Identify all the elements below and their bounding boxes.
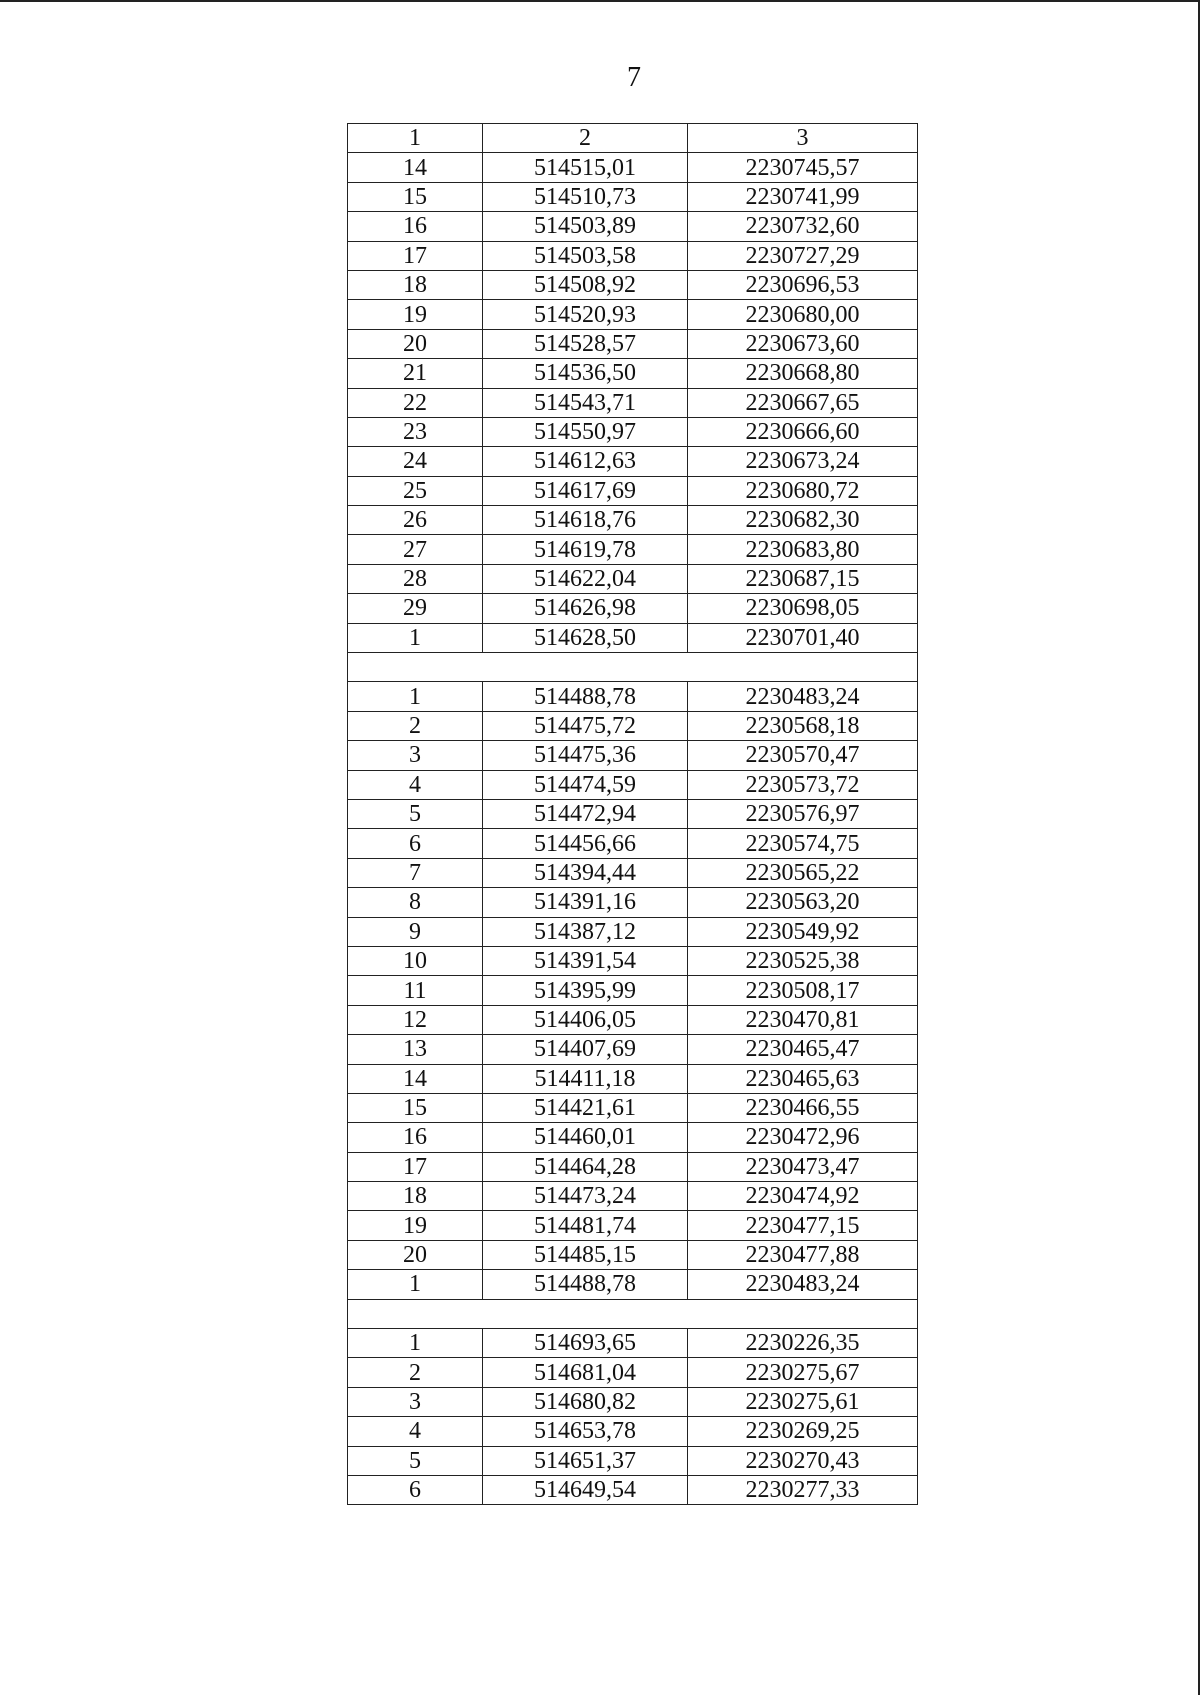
point-number-cell: 26 bbox=[348, 506, 483, 535]
x-coordinate-cell: 514653,78 bbox=[483, 1417, 688, 1446]
table-row bbox=[348, 594, 918, 623]
table-row bbox=[348, 506, 918, 535]
table-row bbox=[348, 241, 918, 270]
x-coordinate-cell: 514387,12 bbox=[483, 917, 688, 946]
y-coordinate-cell: 2230549,92 bbox=[688, 917, 918, 946]
table-row bbox=[348, 711, 918, 740]
point-number-cell: 28 bbox=[348, 564, 483, 593]
y-coordinate-cell: 2230226,35 bbox=[688, 1329, 918, 1358]
table-separator-row bbox=[348, 1299, 918, 1328]
page-number: 7 bbox=[627, 62, 641, 93]
x-coordinate-cell: 514391,54 bbox=[483, 946, 688, 975]
y-coordinate-cell: 2230668,80 bbox=[688, 359, 918, 388]
point-number-cell: 5 bbox=[348, 1446, 483, 1475]
x-coordinate-cell: 514391,16 bbox=[483, 888, 688, 917]
x-coordinate-cell: 514543,71 bbox=[483, 388, 688, 417]
x-coordinate-cell: 514515,01 bbox=[483, 153, 688, 182]
x-coordinate-cell: 514411,18 bbox=[483, 1064, 688, 1093]
x-coordinate-cell: 514651,37 bbox=[483, 1446, 688, 1475]
y-coordinate-cell: 2230277,33 bbox=[688, 1475, 918, 1504]
x-coordinate-cell: 514406,05 bbox=[483, 1005, 688, 1034]
x-coordinate-cell: 514488,78 bbox=[483, 682, 688, 711]
point-number-cell: 6 bbox=[348, 829, 483, 858]
y-coordinate-cell: 2230465,63 bbox=[688, 1064, 918, 1093]
y-coordinate-cell: 2230465,47 bbox=[688, 1035, 918, 1064]
table-row bbox=[348, 1270, 918, 1299]
table-row bbox=[348, 535, 918, 564]
y-coordinate-cell: 2230732,60 bbox=[688, 212, 918, 241]
separator-cell bbox=[348, 653, 918, 682]
point-number-cell: 25 bbox=[348, 476, 483, 505]
y-coordinate-cell: 2230745,57 bbox=[688, 153, 918, 182]
point-number-cell: 8 bbox=[348, 888, 483, 917]
y-coordinate-cell: 2230574,75 bbox=[688, 829, 918, 858]
y-coordinate-cell: 2230474,92 bbox=[688, 1182, 918, 1211]
y-coordinate-cell: 2230275,67 bbox=[688, 1358, 918, 1387]
y-coordinate-cell: 2230508,17 bbox=[688, 976, 918, 1005]
table-row bbox=[348, 946, 918, 975]
x-coordinate-cell: 514394,44 bbox=[483, 858, 688, 887]
y-coordinate-cell: 2230741,99 bbox=[688, 182, 918, 211]
point-number-cell: 2 bbox=[348, 1358, 483, 1387]
table-row bbox=[348, 682, 918, 711]
table-row bbox=[348, 153, 918, 182]
x-coordinate-cell: 514680,82 bbox=[483, 1387, 688, 1416]
table-row bbox=[348, 1475, 918, 1504]
y-coordinate-cell: 2230269,25 bbox=[688, 1417, 918, 1446]
x-coordinate-cell: 514528,57 bbox=[483, 329, 688, 358]
table-row bbox=[348, 1152, 918, 1181]
point-number-cell: 1 bbox=[348, 1270, 483, 1299]
y-coordinate-cell: 2230466,55 bbox=[688, 1093, 918, 1122]
y-coordinate-cell: 2230573,72 bbox=[688, 770, 918, 799]
point-number-cell: 9 bbox=[348, 917, 483, 946]
table-row bbox=[348, 212, 918, 241]
point-number-cell: 29 bbox=[348, 594, 483, 623]
x-coordinate-cell: 514550,97 bbox=[483, 417, 688, 446]
table-row bbox=[348, 799, 918, 828]
x-coordinate-cell: 514421,61 bbox=[483, 1093, 688, 1122]
point-number-cell: 15 bbox=[348, 1093, 483, 1122]
x-coordinate-cell: 514617,69 bbox=[483, 476, 688, 505]
x-coordinate-cell: 514475,36 bbox=[483, 741, 688, 770]
coordinates-table-body bbox=[348, 124, 918, 1505]
table-row bbox=[348, 888, 918, 917]
table-row bbox=[348, 770, 918, 799]
point-number-cell: 4 bbox=[348, 1417, 483, 1446]
point-number-cell: 1 bbox=[348, 682, 483, 711]
table-row bbox=[348, 1329, 918, 1358]
x-coordinate-cell: 514622,04 bbox=[483, 564, 688, 593]
table-row bbox=[348, 300, 918, 329]
x-coordinate-cell: 514395,99 bbox=[483, 976, 688, 1005]
table-header-row bbox=[348, 124, 918, 153]
x-coordinate-cell: 514472,94 bbox=[483, 799, 688, 828]
x-coordinate-cell: 514612,63 bbox=[483, 447, 688, 476]
table-row bbox=[348, 623, 918, 652]
y-coordinate-cell: 2230687,15 bbox=[688, 564, 918, 593]
header-cell-y: 3 bbox=[688, 124, 918, 153]
point-number-cell: 23 bbox=[348, 417, 483, 446]
table-row bbox=[348, 388, 918, 417]
page-edge-top bbox=[0, 0, 1200, 2]
x-coordinate-cell: 514536,50 bbox=[483, 359, 688, 388]
y-coordinate-cell: 2230673,60 bbox=[688, 329, 918, 358]
x-coordinate-cell: 514481,74 bbox=[483, 1211, 688, 1240]
y-coordinate-cell: 2230680,00 bbox=[688, 300, 918, 329]
point-number-cell: 1 bbox=[348, 623, 483, 652]
y-coordinate-cell: 2230698,05 bbox=[688, 594, 918, 623]
x-coordinate-cell: 514473,24 bbox=[483, 1182, 688, 1211]
point-number-cell: 16 bbox=[348, 1123, 483, 1152]
point-number-cell: 20 bbox=[348, 329, 483, 358]
table-separator-row bbox=[348, 653, 918, 682]
table-row bbox=[348, 329, 918, 358]
point-number-cell: 3 bbox=[348, 1387, 483, 1416]
table-row bbox=[348, 447, 918, 476]
table-row bbox=[348, 976, 918, 1005]
y-coordinate-cell: 2230570,47 bbox=[688, 741, 918, 770]
x-coordinate-cell: 514508,92 bbox=[483, 270, 688, 299]
point-number-cell: 22 bbox=[348, 388, 483, 417]
y-coordinate-cell: 2230576,97 bbox=[688, 799, 918, 828]
x-coordinate-cell: 514456,66 bbox=[483, 829, 688, 858]
point-number-cell: 14 bbox=[348, 153, 483, 182]
table-row bbox=[348, 1446, 918, 1475]
table-row bbox=[348, 1005, 918, 1034]
y-coordinate-cell: 2230696,53 bbox=[688, 270, 918, 299]
y-coordinate-cell: 2230682,30 bbox=[688, 506, 918, 535]
point-number-cell: 2 bbox=[348, 711, 483, 740]
point-number-cell: 7 bbox=[348, 858, 483, 887]
point-number-cell: 3 bbox=[348, 741, 483, 770]
y-coordinate-cell: 2230701,40 bbox=[688, 623, 918, 652]
x-coordinate-cell: 514618,76 bbox=[483, 506, 688, 535]
x-coordinate-cell: 514649,54 bbox=[483, 1475, 688, 1504]
x-coordinate-cell: 514619,78 bbox=[483, 535, 688, 564]
point-number-cell: 14 bbox=[348, 1064, 483, 1093]
table-row bbox=[348, 182, 918, 211]
point-number-cell: 19 bbox=[348, 1211, 483, 1240]
y-coordinate-cell: 2230683,80 bbox=[688, 535, 918, 564]
y-coordinate-cell: 2230666,60 bbox=[688, 417, 918, 446]
point-number-cell: 13 bbox=[348, 1035, 483, 1064]
point-number-cell: 15 bbox=[348, 182, 483, 211]
x-coordinate-cell: 514485,15 bbox=[483, 1240, 688, 1269]
y-coordinate-cell: 2230667,65 bbox=[688, 388, 918, 417]
separator-cell bbox=[348, 1299, 918, 1328]
point-number-cell: 17 bbox=[348, 1152, 483, 1181]
table-row bbox=[348, 1093, 918, 1122]
point-number-cell: 21 bbox=[348, 359, 483, 388]
y-coordinate-cell: 2230477,88 bbox=[688, 1240, 918, 1269]
x-coordinate-cell: 514693,65 bbox=[483, 1329, 688, 1358]
point-number-cell: 17 bbox=[348, 241, 483, 270]
x-coordinate-cell: 514474,59 bbox=[483, 770, 688, 799]
y-coordinate-cell: 2230680,72 bbox=[688, 476, 918, 505]
table-row bbox=[348, 564, 918, 593]
table-row bbox=[348, 829, 918, 858]
table-row bbox=[348, 1358, 918, 1387]
header-cell-point: 1 bbox=[348, 124, 483, 153]
x-coordinate-cell: 514460,01 bbox=[483, 1123, 688, 1152]
x-coordinate-cell: 514503,58 bbox=[483, 241, 688, 270]
point-number-cell: 19 bbox=[348, 300, 483, 329]
x-coordinate-cell: 514626,98 bbox=[483, 594, 688, 623]
y-coordinate-cell: 2230525,38 bbox=[688, 946, 918, 975]
point-number-cell: 10 bbox=[348, 946, 483, 975]
table-row bbox=[348, 1387, 918, 1416]
y-coordinate-cell: 2230483,24 bbox=[688, 682, 918, 711]
y-coordinate-cell: 2230483,24 bbox=[688, 1270, 918, 1299]
x-coordinate-cell: 514464,28 bbox=[483, 1152, 688, 1181]
coordinates-table bbox=[347, 123, 918, 1505]
point-number-cell: 16 bbox=[348, 212, 483, 241]
y-coordinate-cell: 2230473,47 bbox=[688, 1152, 918, 1181]
y-coordinate-cell: 2230568,18 bbox=[688, 711, 918, 740]
y-coordinate-cell: 2230270,43 bbox=[688, 1446, 918, 1475]
point-number-cell: 27 bbox=[348, 535, 483, 564]
table-row bbox=[348, 1123, 918, 1152]
point-number-cell: 20 bbox=[348, 1240, 483, 1269]
table-row bbox=[348, 417, 918, 446]
table-row bbox=[348, 1240, 918, 1269]
point-number-cell: 5 bbox=[348, 799, 483, 828]
table-row bbox=[348, 741, 918, 770]
table-row bbox=[348, 270, 918, 299]
point-number-cell: 18 bbox=[348, 1182, 483, 1211]
x-coordinate-cell: 514628,50 bbox=[483, 623, 688, 652]
x-coordinate-cell: 514475,72 bbox=[483, 711, 688, 740]
y-coordinate-cell: 2230563,20 bbox=[688, 888, 918, 917]
table-row bbox=[348, 359, 918, 388]
x-coordinate-cell: 514503,89 bbox=[483, 212, 688, 241]
point-number-cell: 4 bbox=[348, 770, 483, 799]
y-coordinate-cell: 2230565,22 bbox=[688, 858, 918, 887]
point-number-cell: 18 bbox=[348, 270, 483, 299]
x-coordinate-cell: 514681,04 bbox=[483, 1358, 688, 1387]
x-coordinate-cell: 514510,73 bbox=[483, 182, 688, 211]
header-cell-x: 2 bbox=[483, 124, 688, 153]
table-row bbox=[348, 917, 918, 946]
table-row bbox=[348, 1064, 918, 1093]
table-row bbox=[348, 1035, 918, 1064]
x-coordinate-cell: 514407,69 bbox=[483, 1035, 688, 1064]
table-row bbox=[348, 1182, 918, 1211]
table-row bbox=[348, 476, 918, 505]
y-coordinate-cell: 2230477,15 bbox=[688, 1211, 918, 1240]
point-number-cell: 11 bbox=[348, 976, 483, 1005]
y-coordinate-cell: 2230727,29 bbox=[688, 241, 918, 270]
y-coordinate-cell: 2230673,24 bbox=[688, 447, 918, 476]
x-coordinate-cell: 514488,78 bbox=[483, 1270, 688, 1299]
point-number-cell: 1 bbox=[348, 1329, 483, 1358]
table-row bbox=[348, 1211, 918, 1240]
table-row bbox=[348, 858, 918, 887]
x-coordinate-cell: 514520,93 bbox=[483, 300, 688, 329]
point-number-cell: 12 bbox=[348, 1005, 483, 1034]
point-number-cell: 6 bbox=[348, 1475, 483, 1504]
point-number-cell: 24 bbox=[348, 447, 483, 476]
y-coordinate-cell: 2230470,81 bbox=[688, 1005, 918, 1034]
y-coordinate-cell: 2230472,96 bbox=[688, 1123, 918, 1152]
y-coordinate-cell: 2230275,61 bbox=[688, 1387, 918, 1416]
table-row bbox=[348, 1417, 918, 1446]
